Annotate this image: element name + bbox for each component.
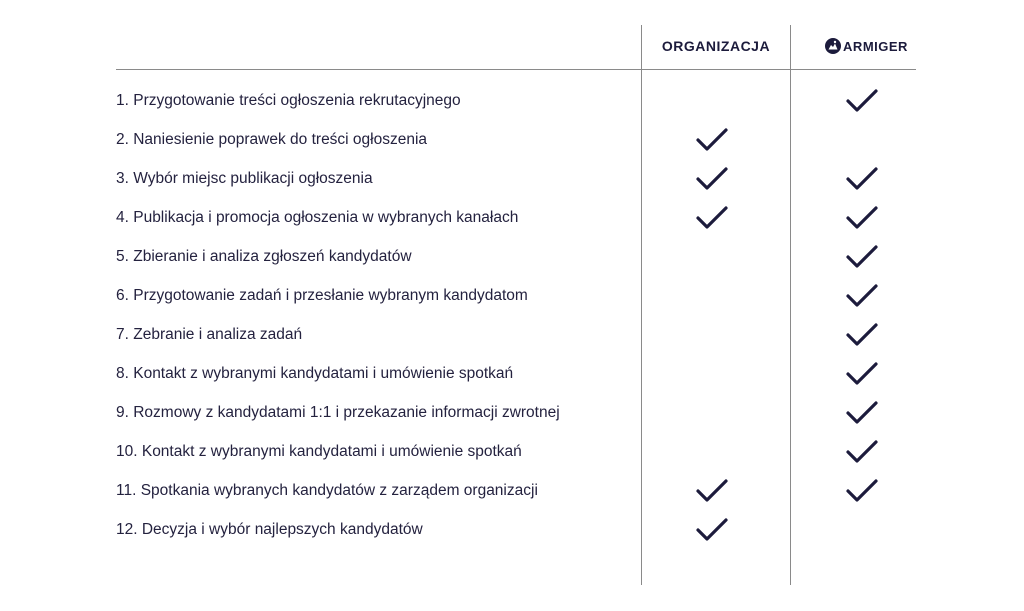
check-icon bbox=[695, 166, 729, 192]
table-row bbox=[116, 478, 538, 504]
table-row bbox=[116, 244, 412, 270]
column-divider-right bbox=[790, 25, 791, 585]
column-header-armiger bbox=[791, 36, 941, 56]
table-row bbox=[116, 166, 373, 192]
table-row bbox=[116, 361, 513, 387]
check-icon bbox=[695, 127, 729, 153]
check-icon bbox=[845, 283, 879, 309]
check-icon bbox=[845, 439, 879, 465]
row-label: 2. Naniesienie poprawek do treści ogłoszenia bbox=[116, 131, 428, 148]
check-icon bbox=[695, 517, 729, 543]
table-row bbox=[116, 205, 518, 231]
row-label: 7. Zebranie i analiza zadań bbox=[116, 326, 303, 343]
column-header-armiger-label: ARMIGER bbox=[843, 38, 908, 54]
table-row bbox=[116, 400, 560, 426]
table-row bbox=[116, 439, 522, 465]
row-label: 12. Decyzja i wybór najlepszych kandydatów bbox=[116, 521, 423, 538]
check-icon bbox=[695, 478, 729, 504]
row-label: 5. Zbieranie i analiza zgłoszeń kandydatów bbox=[116, 248, 412, 265]
column-divider-left bbox=[641, 25, 642, 585]
table-row bbox=[116, 88, 461, 114]
row-label: 3. Wybór miejsc publikacji ogłoszenia bbox=[116, 170, 373, 187]
check-icon bbox=[845, 400, 879, 426]
table-row bbox=[116, 517, 423, 543]
row-label: 1. Przygotowanie treści ogłoszenia rekrutacyjnego bbox=[116, 92, 461, 109]
row-label: 4. Publikacja i promocja ogłoszenia w wybranych kanałach bbox=[116, 209, 519, 226]
armiger-logo-icon bbox=[824, 37, 842, 55]
check-icon bbox=[845, 88, 879, 114]
check-icon bbox=[845, 478, 879, 504]
check-icon bbox=[695, 205, 729, 231]
column-header-organization bbox=[642, 36, 790, 56]
row-label: 11. Spotkania wybranych kandydatów z zarządem organizacji bbox=[116, 482, 538, 499]
header-divider bbox=[116, 69, 916, 70]
row-label: 6. Przygotowanie zadań i przesłanie wybranym kandydatom bbox=[116, 287, 528, 304]
row-label: 9. Rozmowy z kandydatami 1:1 i przekazanie informacji zwrotnej bbox=[116, 404, 560, 421]
table-row bbox=[116, 283, 528, 309]
row-label: 8. Kontakt z wybranymi kandydatami i umówienie spotkań bbox=[116, 365, 514, 382]
check-icon bbox=[845, 322, 879, 348]
check-icon bbox=[845, 244, 879, 270]
check-icon bbox=[845, 166, 879, 192]
table-row bbox=[116, 322, 302, 348]
table-row bbox=[116, 127, 427, 153]
check-icon bbox=[845, 361, 879, 387]
column-header-organization-label: ORGANIZACJA bbox=[661, 38, 771, 54]
row-label: 10. Kontakt z wybranymi kandydatami i umówienie spotkań bbox=[116, 443, 522, 460]
check-icon bbox=[845, 205, 879, 231]
